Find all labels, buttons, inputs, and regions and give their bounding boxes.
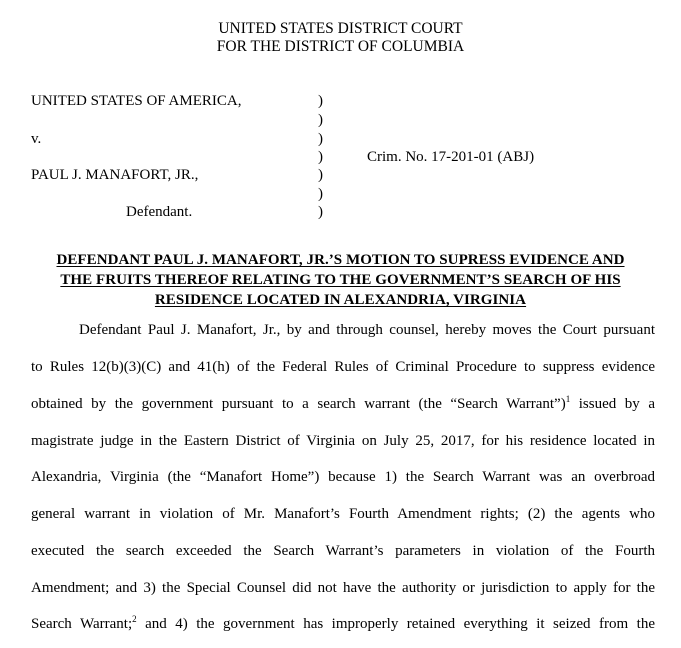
footnote-ref-1[interactable]: 1 [565,394,571,404]
caption-paren: ) [318,167,323,183]
body-line-5: Alexandria, Virginia (the “Manafort Home”) because 1) the Search Warrant was an overbroad [31,469,655,485]
caption-defendant: PAUL J. MANAFORT, JR., [31,167,199,183]
motion-title-line-2: THE FRUITS THEREOF RELATING TO THE GOVERNMENT’S SEARCH OF HIS [60,272,621,288]
motion-title-line-1: DEFENDANT PAUL J. MANAFORT, JR.’S MOTION TO SUPRESS EVIDENCE AND [56,252,625,268]
court-name: UNITED STATES DISTRICT COURT [218,20,463,37]
body-line-9 [31,616,655,633]
body-line-7: executed the search exceeded the Search Warrant’s parameters in violation of the Fourth [31,543,655,559]
case-number: Crim. No. 17-201-01 (ABJ) [367,149,535,165]
caption-paren: ) [318,204,323,220]
caption-paren: ) [318,149,323,165]
body-line-1: Defendant Paul J. Manafort, Jr., by and through counsel, hereby moves the Court pursuant [79,322,655,338]
caption-paren: ) [318,186,323,202]
caption-defendant-role: Defendant. [126,204,193,220]
body-line-9-text: Search Warrant; [31,616,133,632]
body-line-2: to Rules 12(b)(3)(C) and 41(h) of the Federal Rules of Criminal Procedure to suppress evidence [31,359,655,375]
caption-plaintiff: UNITED STATES OF AMERICA, [31,93,242,109]
motion-title-line-3: RESIDENCE LOCATED IN ALEXANDRIA, VIRGINIA [154,292,527,308]
body-line-4: magistrate judge in the Eastern District of Virginia on July 25, 2017, for his residence located in [31,433,655,449]
body-line-3 [31,396,655,413]
body-line-3-text: obtained by the government pursuant to a search warrant (the “Search Warrant”) [31,396,566,412]
body-line-8: Amendment; and 3) the Special Counsel did not have the authority or jurisdiction to apply for the [31,580,655,596]
caption-versus: v. [31,131,42,147]
caption-paren: ) [318,131,323,147]
body-line-9-tail: and 4) the government has improperly retained everything it seized from the [136,616,655,632]
caption-paren: ) [318,93,323,109]
body-line-3-tail: issued by a [570,396,655,412]
body-line-6: general warrant in violation of Mr. Manafort’s Fourth Amendment rights; (2) the agents who [31,506,655,522]
court-district: FOR THE DISTRICT OF COLUMBIA [216,38,465,55]
caption-paren: ) [318,112,323,128]
footnote-ref-2[interactable]: 2 [132,614,137,624]
